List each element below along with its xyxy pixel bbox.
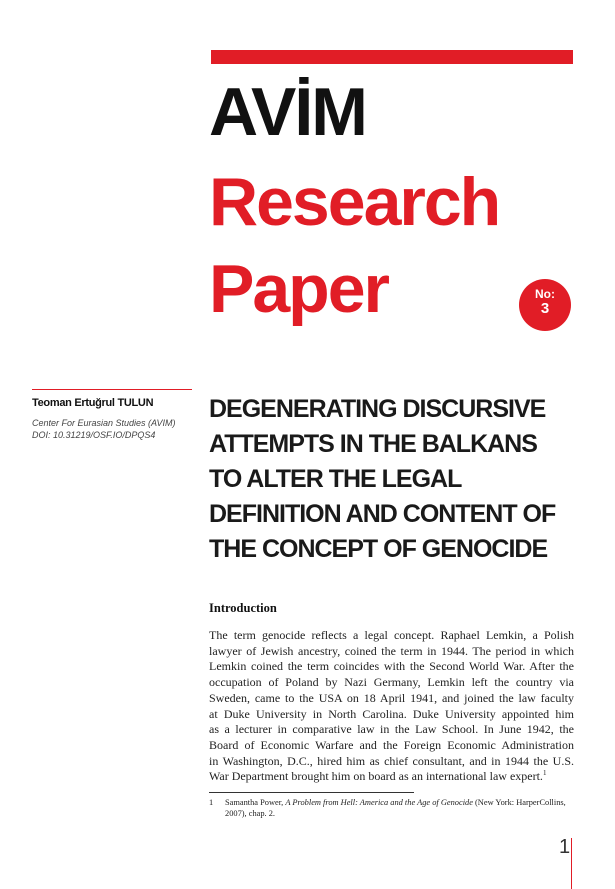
author-affiliation-block [32, 417, 176, 441]
footnote-reference[interactable]: 1 [542, 769, 547, 778]
title-line: DEFINITION AND CONTENT OF [209, 500, 556, 528]
brand-logo: AVİM [209, 74, 366, 150]
series-title-research: Research [209, 164, 500, 240]
body-line: as a lecturer in comparative law in the Law School. In June 1942, the [209, 722, 574, 737]
series-title-paper: Paper [209, 251, 388, 327]
author-doi: DOI: 10.31219/OSF.IO/DPQS4 [32, 430, 156, 440]
body-line: occupation of Poland by Nazi Germany, Lemkin left the country via [209, 675, 574, 690]
title-line: THE CONCEPT OF GENOCIDE [209, 535, 548, 563]
body-line: Board of Economic Warfare and the Foreign Economic Administration [209, 737, 574, 752]
title-line: TO ALTER THE LEGAL [209, 465, 462, 493]
body-line: Sweden, came to the USA on 18 April 1941, and joined the law faculty [209, 690, 574, 705]
introduction-paragraph [209, 628, 574, 785]
title-line: ATTEMPTS IN THE BALKANS [209, 430, 537, 458]
body-line: lawyer of Jewish ancestry, coined the term in 1944. The period in which [209, 643, 574, 658]
issue-number-label: No: [535, 287, 555, 301]
issue-number-value: 3 [540, 300, 550, 317]
body-line: War Department brought him on board as an international law expert. [209, 769, 543, 784]
top-accent-bar [211, 50, 573, 64]
issue-number-badge [519, 279, 571, 331]
body-line: at Duke University in North Carolina. Duke University appointed him [209, 706, 574, 721]
body-line: The term genocide reflects a legal concept. Raphael Lemkin, a Polish [209, 628, 574, 642]
footnote-prefix: Samantha Power, [225, 798, 286, 807]
title-line: DEGENERATING DISCURSIVE [209, 395, 546, 423]
author-affiliation: Center For Eurasian Studies (AVIM) [32, 418, 176, 428]
footnote-text [225, 797, 579, 819]
footnote-book-title: A Problem from Hell: America and the Age of Genocide [285, 798, 473, 807]
body-line: in Washington, D.C., hired him as chief consultant, and in 1944 the U.S. [209, 753, 574, 768]
footnote-divider [209, 792, 414, 793]
paper-title [209, 392, 594, 567]
footnote-suffix: (New York: HarperCollins, 2007), chap. 2. [225, 798, 566, 818]
page-number: 1 [559, 836, 571, 858]
body-line-last [209, 769, 574, 785]
author-name: Teoman Ertuğrul TULUN [32, 397, 154, 409]
page-number-rule [571, 838, 572, 889]
author-divider [32, 389, 192, 390]
footnote-number: 1 [209, 798, 214, 807]
footnote [209, 797, 579, 819]
section-heading-introduction: Introduction [209, 601, 277, 615]
body-line: Lemkin coined the term coincides with the Second World War. After the [209, 659, 574, 674]
